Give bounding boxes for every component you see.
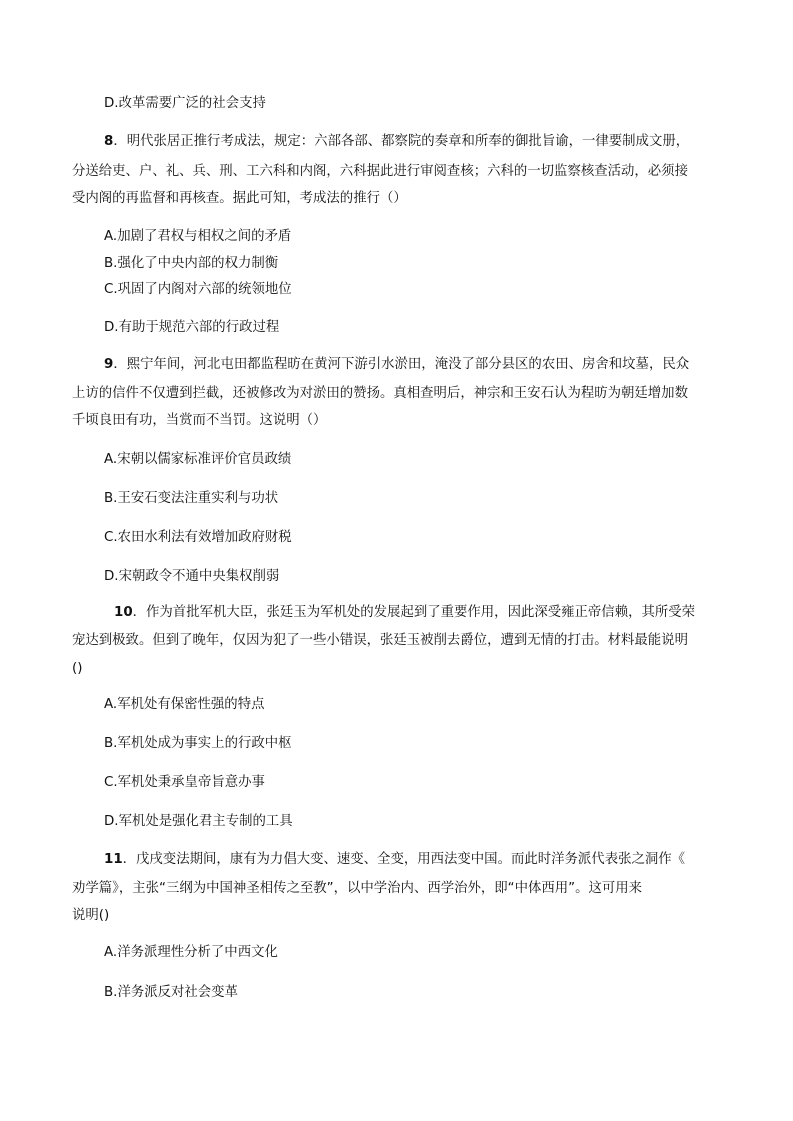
q10-option-b xyxy=(104,736,292,752)
q8-stem-line-3: 受内阁的再监督和再核查。据此可知，考成法的推行（） xyxy=(72,191,407,206)
option-label: D. xyxy=(104,320,119,335)
q10-option-a xyxy=(104,697,264,713)
option-label: D. xyxy=(104,96,119,111)
option-text: 军机处秉承皇帝旨意办事 xyxy=(117,775,265,790)
option-text: 宋朝政令不通中央集权削弱 xyxy=(118,569,280,584)
q11-stem-line-3: 说明() xyxy=(72,908,110,923)
option-text: 改革需要广泛的社会支持 xyxy=(118,96,266,111)
option-text: 洋务派反对社会变革 xyxy=(117,985,238,1000)
option-text: 强化了中央内部的权力制衡 xyxy=(117,256,279,271)
stem-text: ．戊戌变法期间，康有为力倡大变、速变、全变，用西法变中国。而此时洋务派代表张之洞作《 xyxy=(122,852,686,867)
option-label: D. xyxy=(104,814,119,829)
q11-option-a xyxy=(104,945,278,961)
option-text: 军机处是强化君主专制的工具 xyxy=(118,814,293,829)
q10-option-d xyxy=(104,814,293,830)
option-label: A. xyxy=(104,452,118,467)
q10-stem-line-3: () xyxy=(72,661,83,676)
option-text: 军机处有保密性强的特点 xyxy=(117,697,265,712)
question-number: 11 xyxy=(104,852,123,867)
option-text: 军机处成为事实上的行政中枢 xyxy=(117,736,292,751)
q11-stem-line-2: 劝学篇》，主张“三纲为中国神圣相传之至教”，以中学治内、西学治外，即“中体西用”。这可用来 xyxy=(72,881,643,896)
option-label: B. xyxy=(104,985,118,1000)
q8-stem-line-2: 分送给吏、户、礼、兵、刑、工六科和内阁，六科据此进行审阅查核；六科的一切监察核查活动，必须接 xyxy=(72,164,688,179)
option-label: A. xyxy=(104,229,118,244)
option-label: B. xyxy=(104,736,118,751)
q9-option-b xyxy=(104,491,278,507)
option-text: 农田水利法有效增加政府财税 xyxy=(117,530,292,545)
q11-option-b xyxy=(104,985,238,1001)
option-text: 洋务派理性分析了中西文化 xyxy=(117,945,278,960)
q11-stem-line-1 xyxy=(104,852,685,868)
option-label: C. xyxy=(104,282,118,297)
q9-stem-line-3: 千顷良田有功，当赏而不当罚。这说明（） xyxy=(72,413,327,428)
q9-option-d xyxy=(104,569,279,585)
q8-option-d xyxy=(104,320,279,336)
option-text: 王安石变法注重实利与功状 xyxy=(117,491,279,506)
q9-option-c xyxy=(104,530,292,546)
q10-stem-line-2: 宠达到极致。但到了晚年，仅因为犯了一些小错误，张廷玉被削去爵位，遭到无情的打击。材料最能说明 xyxy=(72,633,688,648)
question-number: 10 xyxy=(114,605,133,620)
q7-option-d xyxy=(104,96,266,112)
option-text: 加剧了君权与相权之间的矛盾 xyxy=(117,229,292,244)
stem-text: ．熙宁年间，河北屯田都监程昉在黄河下游引水淤田，淹没了部分县区的农田、房舍和坟墓，民众 xyxy=(113,357,690,372)
q9-stem-line-2: 上访的信件不仅遭到拦截，还被修改为对淤田的赞扬。真相查明后，神宗和王安石认为程昉为朝廷增加数 xyxy=(72,386,688,401)
q8-option-a xyxy=(104,229,291,245)
option-label: A. xyxy=(104,697,118,712)
stem-text: ．作为首批军机大臣，张廷玉为军机处的发展起到了重要作用，因此深受雍正帝信赖，其所受荣 xyxy=(132,605,696,620)
option-label: C. xyxy=(104,775,118,790)
option-text: 有助于规范六部的行政过程 xyxy=(118,320,280,335)
q8-option-b xyxy=(104,256,278,272)
q8-stem-line-1 xyxy=(104,134,689,150)
question-number: 8 xyxy=(104,134,114,149)
option-label: D. xyxy=(104,569,119,584)
q9-stem-line-1 xyxy=(104,357,689,373)
q9-option-a xyxy=(104,452,291,468)
stem-text: ．明代张居正推行考成法，规定：六部各部、都察院的奏章和所奉的御批旨谕，一律要制成文册， xyxy=(113,134,690,149)
option-text: 宋朝以儒家标准评价官员政绩 xyxy=(117,452,292,467)
q10-option-c xyxy=(104,775,265,791)
option-label: B. xyxy=(104,256,118,271)
option-label: C. xyxy=(104,530,118,545)
question-number: 9 xyxy=(104,357,114,372)
q8-option-c xyxy=(104,282,292,298)
q10-stem-line-1 xyxy=(114,605,695,621)
option-label: B. xyxy=(104,491,118,506)
option-text: 巩固了内阁对六部的统领地位 xyxy=(117,282,292,297)
option-label: A. xyxy=(104,945,118,960)
